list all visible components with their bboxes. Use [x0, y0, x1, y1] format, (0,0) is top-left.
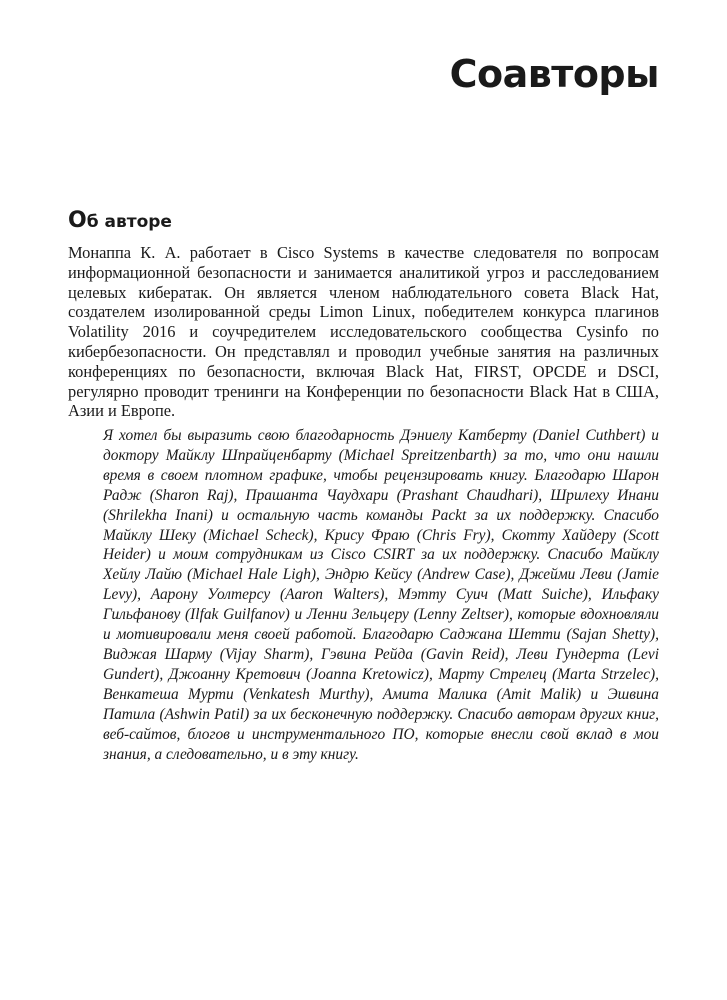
- author-bio-paragraph: Монаппа К. А. работает в Cisco Systems в качестве следователя по вопросам информационной безопасности и занимается аналитикой угроз и расследованием целевых кибератак. Он является членом наблюдательного совета Black Hat, создателем изолированной среды Limon Linux, победителем конкурса плагинов Volatility 2016 и соучредителем исследовательского сообщества Cysinfo по кибербезопасности. Он представлял и проводил учебные занятия на различных конференциях по безопасности, включая Black Hat, FIRST, OPCDE и DSCI, регулярно проводит тренинги на Конференции по безопасности Black Hat в США, Азии и Европе.: [68, 243, 659, 421]
- section-heading-rest: б авторе: [86, 212, 172, 232]
- acknowledgements-paragraph: Я хотел бы выразить свою благодарность Дэниелу Катберту (Daniel Cuthbert) и доктору Майклу Шпрайценбарту (Michael Spreitzenbarth) за то, что они нашли время в своем плотном графике, чтобы рецензировать книгу. Благодарю Шарон Радж (Sharon Raj), Прашанта Чаудхари (Prashant Chaudhari), Шрилеху Инани (Shrilekha Inani) и остальную часть команды Packt за их поддержку. Спасибо Майклу Шеку (Michael Scheck), Крису Фраю (Chris Fry), Скотту Хайдеру (Scott Heider) и моим сотрудникам из Cisco CSIRT за их поддержку. Спасибо Майклу Хейлу Лайю (Michael Hale Ligh), Эндрю Кейсу (Andrew Case), Джейми Леви (Jamie Levy), Аарону Уолтерсу (Aaron Walters), Мэтту Суич (Matt Suiche), Ильфаку Гильфанову (Ilfak Guilfanov) и Ленни Зельцеру (Lenny Zeltser), которые вдохновляли и мотивировали меня своей работой. Благодарю Саджана Шетти (Sajan Shetty), Виджая Шарму (Vijay Sharm), Гэвина Рейда (Gavin Reid), Леви Гундерта (Levi Gundert), Джоанну Кретович (Joanna Kretowicz), Марту Стрелец (Marta Strzelec), Венкатеша Мурти (Venkatesh Murthy), Амита Малика (Amit Malik) и Эшвина Патила (Ashwin Patil) за их бесконечную поддержку. Спасибо авторам других книг, веб-сайтов, блогов и инструментального ПО, которые внесли свой вклад в мои знания, а следовательно, и в эту книгу.: [103, 427, 659, 763]
- section-heading-initial: О: [68, 208, 87, 233]
- section-heading: [68, 208, 172, 233]
- page-title: Соавторы: [449, 52, 659, 96]
